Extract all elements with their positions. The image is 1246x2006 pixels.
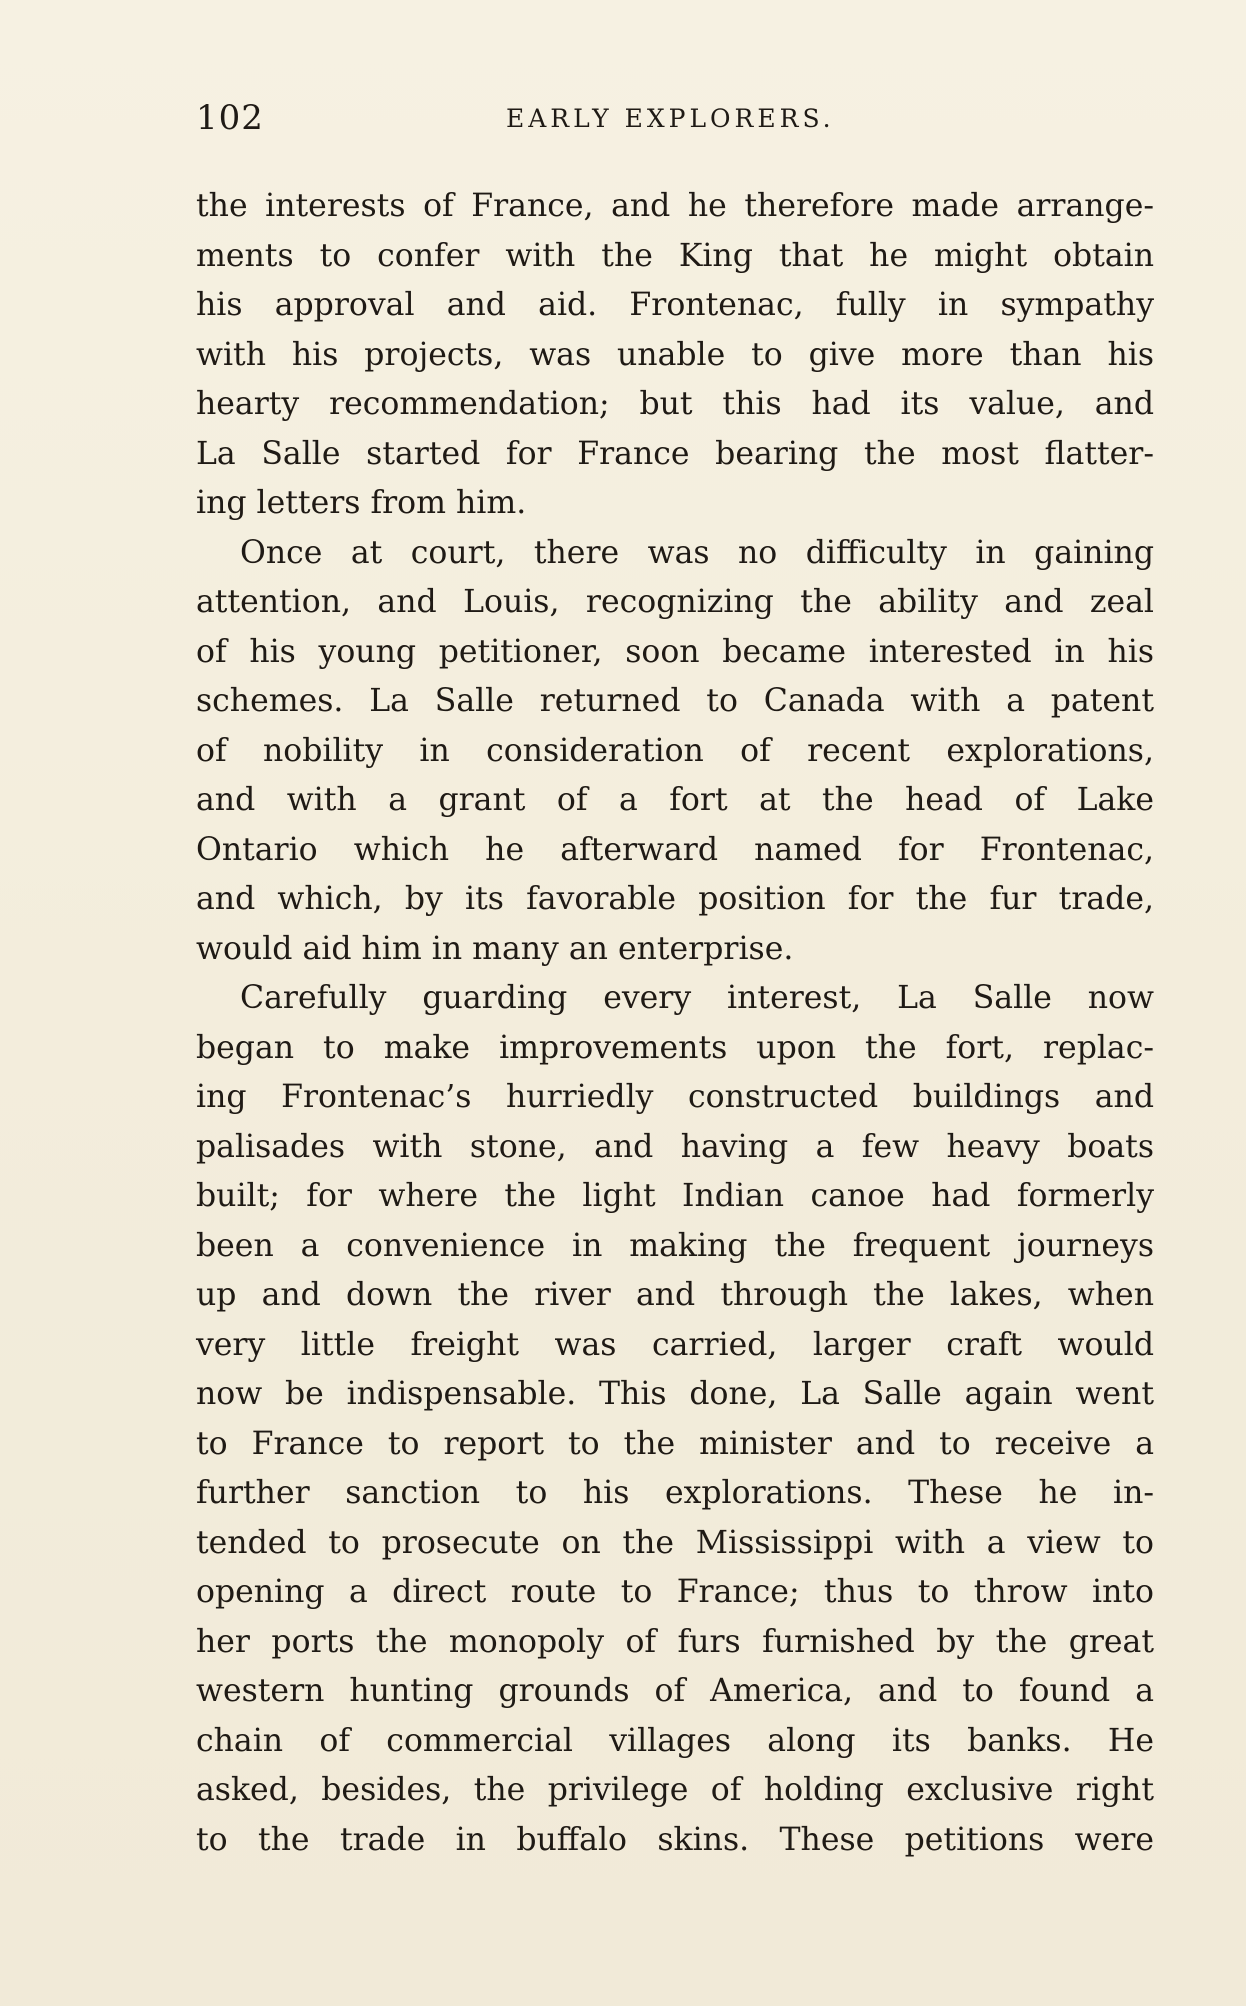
text-line: to France to report to the minister and to receive a xyxy=(196,1425,1154,1462)
text-line: very little freight was carried, larger craft would xyxy=(196,1326,1154,1363)
text-line: her ports the monopoly of furs furnished by the great xyxy=(196,1623,1154,1660)
text-line: of his young petitioner, soon became interested in his xyxy=(196,633,1154,670)
text-line: Once at court, there was no difficulty in gaining xyxy=(240,534,1154,571)
text-line: ments to confer with the King that he might obtain xyxy=(196,237,1154,274)
text-line: to the trade in buffalo skins. These petitions were xyxy=(196,1821,1154,1858)
page-number: 102 xyxy=(196,98,264,138)
text-line: further sanction to his explorations. These he in- xyxy=(196,1475,1154,1511)
text-line: western hunting grounds of America, and to found a xyxy=(196,1673,1154,1709)
body-text xyxy=(196,182,1154,1865)
text-line: his approval and aid. Frontenac, fully in sympathy xyxy=(196,287,1154,323)
text-line: ing Frontenac’s hurriedly constructed buildings and xyxy=(196,1079,1154,1115)
text-line: La Salle started for France bearing the most flatter- xyxy=(196,435,1154,472)
text-line: built; for where the light Indian canoe had formerly xyxy=(196,1178,1154,1214)
text-line: the interests of France, and he therefore made arrange- xyxy=(196,188,1154,224)
text-line: Carefully guarding every interest, La Salle now xyxy=(240,980,1154,1016)
text-line: tended to prosecute on the Mississippi with a view to xyxy=(196,1524,1154,1561)
text-line: Ontario which he afterward named for Frontenac, xyxy=(196,831,1154,868)
text-line: schemes. La Salle returned to Canada with a patent xyxy=(196,683,1154,719)
running-head xyxy=(196,98,1156,142)
text-line: hearty recommendation; but this had its value, and xyxy=(196,386,1154,422)
running-title: EARLY EXPLORERS. xyxy=(506,104,835,133)
text-line: now be indispensable. This done, La Salle again went xyxy=(196,1376,1154,1412)
text-line: with his projects, was unable to give more than his xyxy=(196,336,1154,373)
text-line: asked, besides, the privilege of holding exclusive right xyxy=(196,1772,1154,1808)
text-line: and with a grant of a fort at the head of Lake xyxy=(196,782,1154,818)
text-line: began to make improvements upon the fort, replac- xyxy=(196,1029,1154,1066)
text-line: palisades with stone, and having a few heavy boats xyxy=(196,1128,1154,1165)
text-line: chain of commercial villages along its banks. He xyxy=(196,1722,1154,1759)
text-line: of nobility in consideration of recent explorations, xyxy=(196,732,1154,769)
text-line: attention, and Louis, recognizing the ability and zeal xyxy=(196,584,1154,620)
text-line: ing letters from him. xyxy=(196,485,527,521)
text-line: would aid him in many an enterprise. xyxy=(196,930,794,967)
text-line: been a convenience in making the frequent journeys xyxy=(196,1227,1154,1264)
text-line: and which, by its favorable position for the fur trade, xyxy=(196,881,1154,917)
text-line: up and down the river and through the lakes, when xyxy=(196,1277,1154,1313)
text-line: opening a direct route to France; thus to throw into xyxy=(196,1574,1154,1610)
